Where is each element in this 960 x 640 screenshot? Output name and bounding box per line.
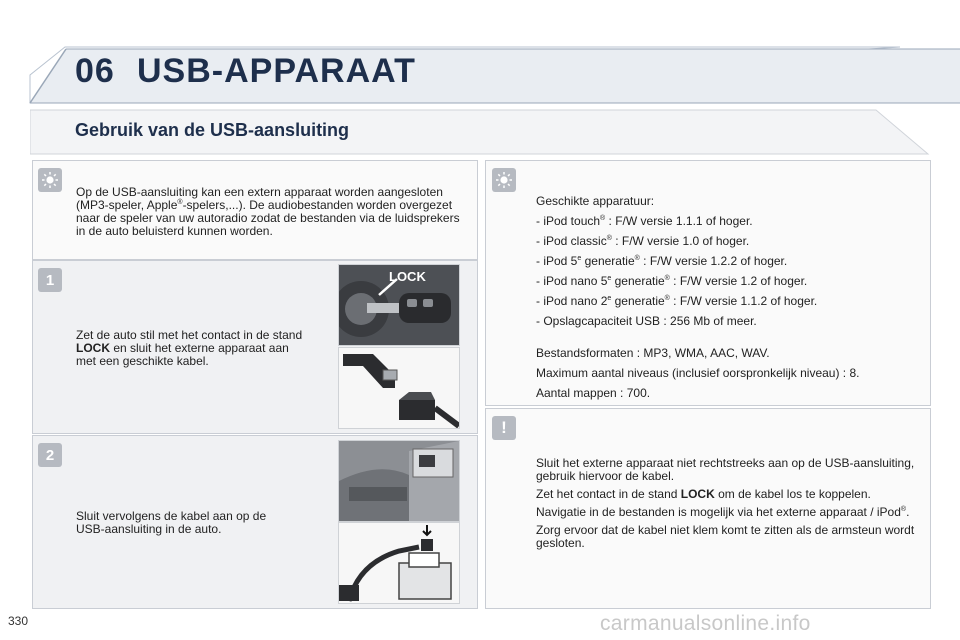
step1-text: Zet de auto stil met het contact in de stand LOCK en sluit het externe apparaat aan met een geschikte kabel. (76, 328, 303, 368)
exclamation-icon: ! (501, 418, 507, 437)
warning-text (536, 457, 916, 553)
intro-icon-box (38, 168, 62, 192)
folder-count: Aantal mappen : 700. (536, 386, 651, 400)
chapter-title: USB-APPARAAT (137, 52, 416, 90)
device-item: - iPod nano 2e generatie® : F/W versie 1.1.2 of hoger. (536, 294, 818, 308)
compatibility-text (536, 193, 916, 425)
device-item: - iPod 5e generatie® : F/W versie 1.2.2 of hoger. (536, 254, 788, 268)
file-formats: Bestandsformaten : MP3, WMA, AAC, WAV. (536, 346, 770, 360)
step-number-2: 2 (45, 446, 55, 464)
device-item: - iPod nano 5e generatie® : F/W versie 1.2 of hoger. (536, 274, 808, 288)
lightbulb-icon (41, 171, 59, 189)
step1-number-box (38, 268, 62, 292)
warning-paragraph: Sluit het externe apparaat niet rechtstreeks aan op de USB-aansluiting, gebruik hiervoor de kabel. (536, 456, 915, 483)
page-number: 330 (8, 614, 29, 628)
intro-text: Op de USB-aansluiting kan een extern apparaat worden aangesloten (MP3-speler, Apple®-spelers,...). De audiobestanden worden overgezet naar de speler van uw autoradio zodat de bestanden via de luidsprekers in de auto beluisterd kunnen worden. (76, 185, 460, 238)
watermark: carmanualsonline.info (600, 612, 811, 635)
step-number-1: 1 (45, 271, 55, 289)
lightbulb-icon (495, 171, 513, 189)
compatibility-icon-box (492, 168, 516, 192)
device-item: - iPod classic® : F/W versie 1.0 of hoger. (536, 234, 750, 248)
ignition-key-photo (338, 264, 460, 346)
step2-number-box (38, 443, 62, 467)
device-item: - iPod touch® : F/W versie 1.1.1 of hoger. (536, 214, 753, 228)
armrest-photo (338, 440, 460, 522)
warning-paragraph: Zet het contact in de stand LOCK om de kabel los te koppelen. (536, 487, 871, 501)
lock-label: LOCK (389, 269, 426, 284)
max-levels: Maximum aantal niveaus (inclusief oorspronkelijk niveau) : 8. (536, 366, 860, 380)
chapter-number: 06 (75, 52, 115, 90)
usb-port-photo (338, 522, 460, 604)
warning-icon-box (492, 416, 516, 440)
step2-text: Sluit vervolgens de kabel aan op de USB-aansluiting in de auto. (76, 509, 267, 536)
warning-paragraph: Zorg ervoor dat de kabel niet klem komt te zitten als de armsteun wordt gesloten. (536, 523, 915, 550)
section-title: Gebruik van de USB-aansluiting (75, 120, 350, 140)
warning-paragraph: Navigatie in de bestanden is mogelijk via het externe apparaat / iPod®. (536, 505, 910, 519)
compatible-devices-heading: Geschikte apparatuur: (536, 194, 655, 208)
device-item: - Opslagcapaciteit USB : 256 Mb of meer. (536, 314, 757, 328)
usb-cable-photo (338, 347, 460, 429)
